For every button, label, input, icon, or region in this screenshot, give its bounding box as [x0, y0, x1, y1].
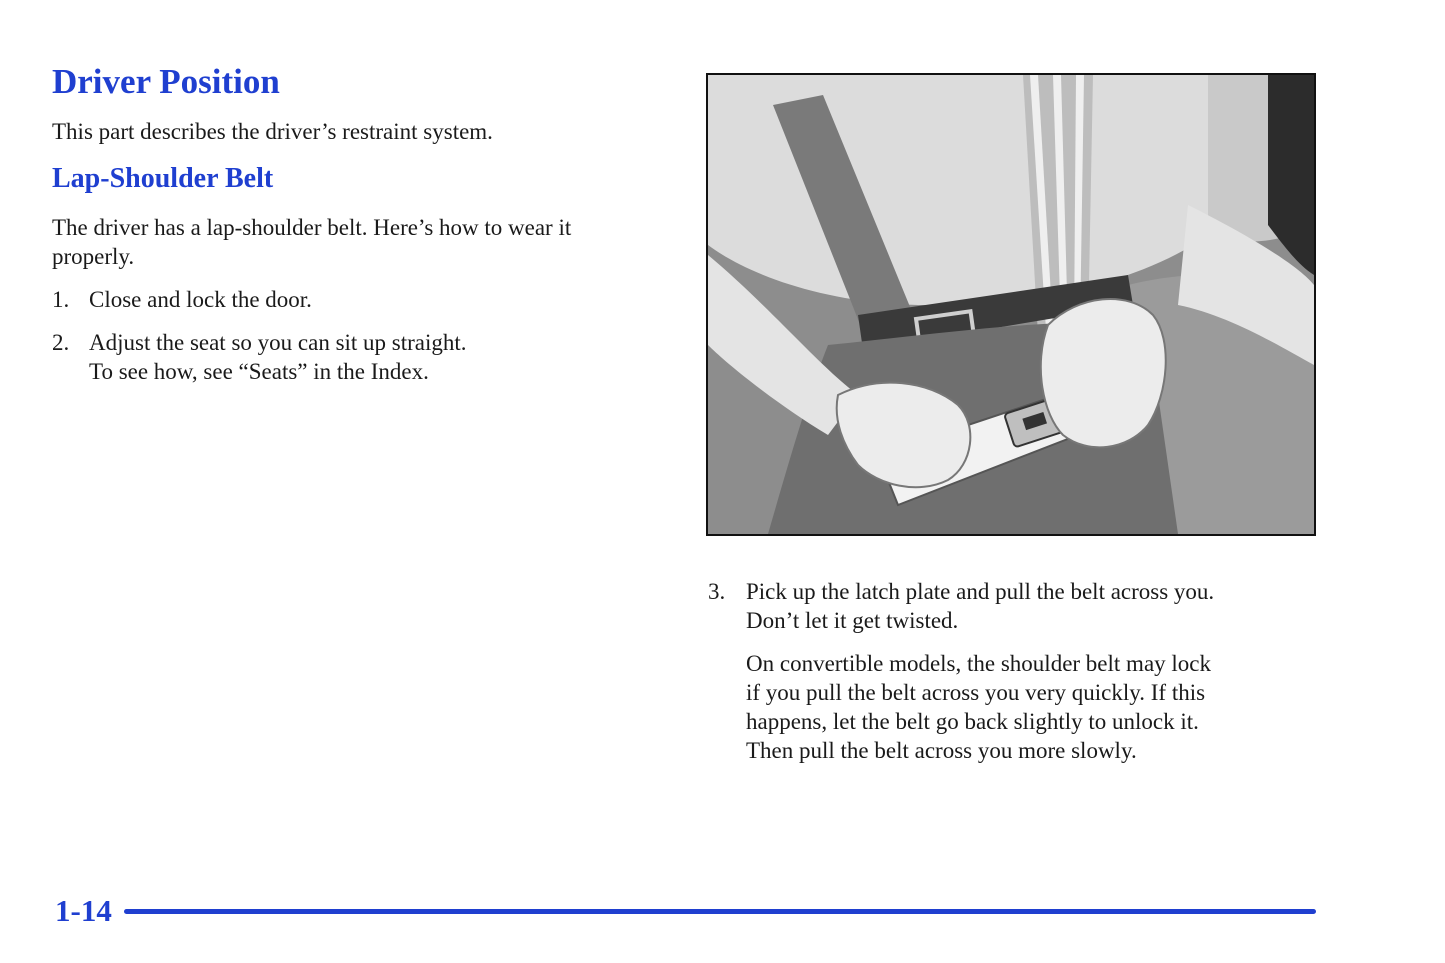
footer-rule	[124, 909, 1316, 914]
step-2-subtext: To see how, see “Seats” in the Index.	[89, 359, 429, 384]
section-subtitle: Lap-Shoulder Belt	[52, 163, 274, 194]
convertible-note-line-4: Then pull the belt across you more slowly.	[746, 738, 1137, 763]
step-3-subtext: Don’t let it get twisted.	[746, 608, 959, 633]
seatbelt-illustration	[706, 73, 1316, 536]
seatbelt-drawing	[708, 75, 1314, 534]
step-1-text: Close and lock the door.	[89, 287, 312, 312]
page-number: 1-14	[55, 893, 112, 928]
step-3-number: 3.	[708, 579, 726, 604]
step-3-text: Pick up the latch plate and pull the belt across you.	[746, 579, 1215, 604]
page-title: Driver Position	[52, 62, 280, 101]
step-2-number: 2.	[52, 330, 70, 355]
convertible-note-line-1: On convertible models, the shoulder belt may lock	[746, 651, 1211, 676]
intro-text: This part describes the driver’s restraint system.	[52, 119, 493, 144]
belt-paragraph: The driver has a lap-shoulder belt. Here’s how to wear it properly.	[52, 215, 572, 269]
convertible-note-line-2: if you pull the belt across you very quickly. If this	[746, 680, 1206, 705]
step-1-number: 1.	[52, 287, 70, 312]
step-2-text: Adjust the seat so you can sit up straight.	[89, 330, 467, 355]
convertible-note-line-3: happens, let the belt go back slightly to unlock it.	[746, 709, 1199, 734]
